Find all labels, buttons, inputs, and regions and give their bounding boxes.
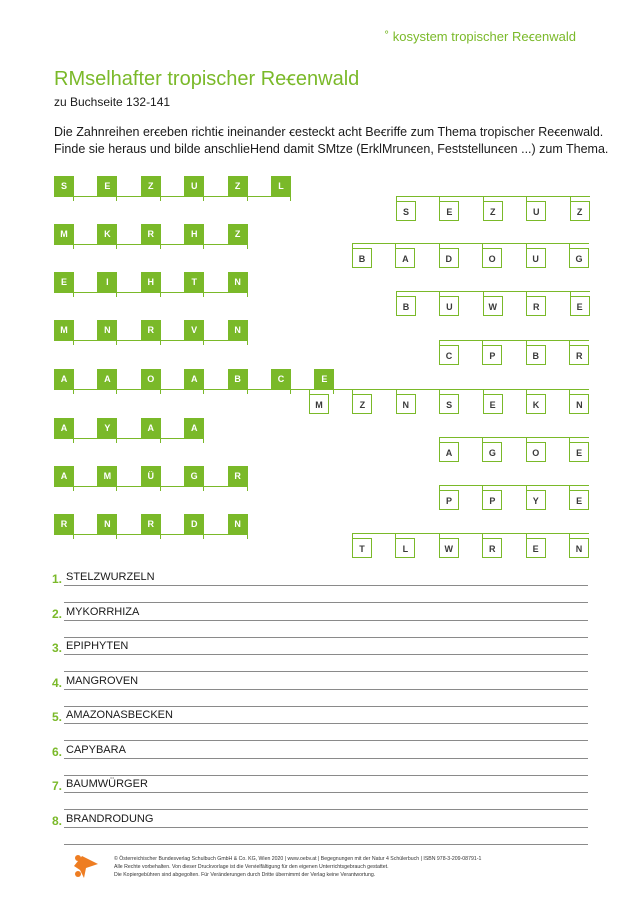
comb-stem bbox=[439, 533, 440, 538]
comb-spine bbox=[352, 243, 589, 244]
comb-tooth: N bbox=[97, 320, 117, 340]
writing-line[interactable] bbox=[64, 689, 588, 690]
comb-spine bbox=[54, 534, 248, 535]
comb-tooth: E bbox=[97, 176, 117, 196]
writing-line[interactable] bbox=[64, 740, 588, 741]
comb-tooth: R bbox=[141, 224, 161, 244]
comb-spine bbox=[309, 389, 589, 390]
comb-stem bbox=[569, 243, 570, 248]
comb-tooth: U bbox=[526, 248, 546, 268]
answer-row-4 bbox=[52, 674, 588, 704]
writing-line[interactable] bbox=[64, 827, 588, 828]
comb-stem bbox=[73, 389, 74, 394]
comb-stem bbox=[160, 292, 161, 297]
comb-stem bbox=[526, 533, 527, 538]
instructions-line-2: Finde sie heraus und bilde anschlieHend damit SMtze (ErklMrunꞓen, Feststellunꞓen ...) zum Thema. bbox=[54, 142, 609, 156]
comb-stem bbox=[439, 291, 440, 296]
comb-tooth: M bbox=[97, 466, 117, 486]
comb-stem bbox=[482, 533, 483, 538]
writing-line[interactable] bbox=[64, 654, 588, 655]
comb-stem bbox=[526, 340, 527, 345]
comb-tooth: P bbox=[482, 490, 502, 510]
answer-word: MANGROVEN bbox=[66, 675, 139, 687]
comb-tooth: U bbox=[526, 201, 546, 221]
comb-tooth: B bbox=[396, 296, 416, 316]
comb-tooth: M bbox=[309, 394, 329, 414]
answer-number: 8. bbox=[52, 814, 63, 828]
comb-stem bbox=[483, 196, 484, 201]
comb-stem bbox=[569, 437, 570, 442]
worksheet-subtitle: zu Buchseite 132-141 bbox=[54, 95, 171, 109]
answer-row-1 bbox=[52, 570, 588, 600]
comb-tooth: N bbox=[97, 514, 117, 534]
comb-tooth: R bbox=[569, 345, 589, 365]
comb-tooth: A bbox=[395, 248, 415, 268]
comb-tooth: E bbox=[439, 201, 459, 221]
comb-tooth: Z bbox=[570, 201, 590, 221]
writing-line[interactable] bbox=[64, 809, 588, 810]
comb-tooth: E bbox=[526, 538, 546, 558]
answer-row-7 bbox=[52, 777, 588, 807]
writing-line[interactable] bbox=[64, 758, 588, 759]
comb-stem bbox=[569, 485, 570, 490]
comb-spine bbox=[54, 340, 248, 341]
comb-stem bbox=[160, 196, 161, 201]
comb-stem bbox=[160, 486, 161, 491]
comb-tooth: P bbox=[482, 345, 502, 365]
comb-tooth: E bbox=[54, 272, 74, 292]
writing-line[interactable] bbox=[64, 602, 588, 603]
comb-tooth: I bbox=[97, 272, 117, 292]
publisher-logo-icon bbox=[72, 852, 100, 880]
comb-stem bbox=[247, 196, 248, 201]
comb-stem bbox=[439, 485, 440, 490]
comb-stem bbox=[395, 533, 396, 538]
comb-tooth: R bbox=[54, 514, 74, 534]
comb-stem bbox=[482, 340, 483, 345]
comb-stem bbox=[116, 196, 117, 201]
comb-tooth: Z bbox=[141, 176, 161, 196]
comb-tooth: O bbox=[141, 369, 161, 389]
comb-tooth: O bbox=[482, 248, 502, 268]
comb-stem bbox=[116, 389, 117, 394]
comb-stem bbox=[570, 291, 571, 296]
comb-tooth: V bbox=[184, 320, 204, 340]
comb-stem bbox=[73, 340, 74, 345]
comb-tooth: N bbox=[228, 272, 248, 292]
comb-tooth: N bbox=[228, 320, 248, 340]
comb-tooth: E bbox=[314, 369, 334, 389]
comb-spine bbox=[54, 244, 248, 245]
comb-spine bbox=[439, 340, 589, 341]
comb-tooth: O bbox=[526, 442, 546, 462]
comb-stem bbox=[73, 486, 74, 491]
comb-tooth: P bbox=[439, 490, 459, 510]
comb-stem bbox=[439, 389, 440, 394]
comb-spine bbox=[352, 533, 589, 534]
comb-tooth: A bbox=[54, 418, 74, 438]
answer-word: STELZWURZELN bbox=[66, 571, 155, 583]
comb-stem bbox=[116, 486, 117, 491]
comb-tooth: N bbox=[569, 538, 589, 558]
comb-stem bbox=[439, 196, 440, 201]
comb-stem bbox=[526, 437, 527, 442]
comb-tooth: C bbox=[271, 369, 291, 389]
answer-row-3 bbox=[52, 639, 588, 669]
answer-word: BAUMWÜRGER bbox=[66, 778, 148, 790]
comb-stem bbox=[439, 437, 440, 442]
comb-tooth: N bbox=[228, 514, 248, 534]
comb-stem bbox=[526, 196, 527, 201]
footer-line-1: © Österreichischer Bundesverlag Schulbuch GmbH & Co. KG, Wien 2020 | www.oebv.at | Begegnungen mit der Natur 4 Schülerbuch | ISBN 978-3-209-08791-1 bbox=[114, 856, 482, 862]
comb-stem bbox=[439, 243, 440, 248]
comb-tooth: R bbox=[141, 320, 161, 340]
comb-stem bbox=[73, 534, 74, 539]
comb-stem bbox=[395, 243, 396, 248]
comb-stem bbox=[396, 196, 397, 201]
comb-tooth: N bbox=[396, 394, 416, 414]
answer-number: 4. bbox=[52, 676, 63, 690]
comb-tooth: Z bbox=[483, 201, 503, 221]
comb-stem bbox=[526, 243, 527, 248]
comb-stem bbox=[526, 291, 527, 296]
comb-stem bbox=[352, 243, 353, 248]
answer-row-2 bbox=[52, 605, 588, 635]
answer-number: 5. bbox=[52, 710, 63, 724]
comb-stem bbox=[482, 485, 483, 490]
answer-number: 1. bbox=[52, 572, 63, 586]
comb-tooth: K bbox=[97, 224, 117, 244]
comb-tooth: U bbox=[439, 296, 459, 316]
answer-word: BRANDRODUNG bbox=[66, 813, 154, 825]
comb-stem bbox=[570, 196, 571, 201]
comb-tooth: E bbox=[483, 394, 503, 414]
writing-line[interactable] bbox=[64, 671, 588, 672]
comb-tooth: W bbox=[439, 538, 459, 558]
comb-tooth: L bbox=[395, 538, 415, 558]
answer-row-5 bbox=[52, 708, 588, 738]
comb-tooth: Z bbox=[228, 224, 248, 244]
comb-tooth: W bbox=[483, 296, 503, 316]
comb-stem bbox=[247, 340, 248, 345]
comb-stem bbox=[203, 389, 204, 394]
comb-tooth: M bbox=[54, 320, 74, 340]
comb-tooth: T bbox=[352, 538, 372, 558]
writing-line[interactable] bbox=[64, 792, 588, 793]
comb-tooth: G bbox=[569, 248, 589, 268]
comb-stem bbox=[203, 486, 204, 491]
comb-stem bbox=[160, 244, 161, 249]
writing-line[interactable] bbox=[64, 706, 588, 707]
comb-stem bbox=[352, 533, 353, 538]
comb-tooth: Z bbox=[352, 394, 372, 414]
comb-stem bbox=[203, 340, 204, 345]
comb-tooth: Y bbox=[526, 490, 546, 510]
comb-spine bbox=[439, 437, 589, 438]
comb-stem bbox=[73, 292, 74, 297]
comb-stem bbox=[396, 291, 397, 296]
comb-stem bbox=[290, 196, 291, 201]
writing-line[interactable] bbox=[64, 620, 588, 621]
comb-tooth: G bbox=[482, 442, 502, 462]
comb-tooth: D bbox=[184, 514, 204, 534]
comb-stem bbox=[247, 534, 248, 539]
comb-stem bbox=[203, 196, 204, 201]
answer-number: 7. bbox=[52, 779, 63, 793]
comb-tooth: R bbox=[141, 514, 161, 534]
instructions bbox=[54, 124, 609, 158]
comb-tooth: E bbox=[569, 442, 589, 462]
comb-stem bbox=[203, 534, 204, 539]
comb-stem bbox=[116, 438, 117, 443]
comb-stem bbox=[483, 389, 484, 394]
comb-spine bbox=[54, 292, 248, 293]
comb-tooth: R bbox=[482, 538, 502, 558]
comb-stem bbox=[73, 244, 74, 249]
comb-tooth: B bbox=[352, 248, 372, 268]
answer-number: 3. bbox=[52, 641, 63, 655]
comb-stem bbox=[73, 196, 74, 201]
comb-tooth: N bbox=[569, 394, 589, 414]
comb-stem bbox=[73, 438, 74, 443]
comb-tooth: K bbox=[526, 394, 546, 414]
comb-tooth: Y bbox=[97, 418, 117, 438]
writing-line[interactable] bbox=[64, 637, 588, 638]
comb-stem bbox=[203, 292, 204, 297]
comb-stem bbox=[482, 437, 483, 442]
comb-tooth: A bbox=[97, 369, 117, 389]
comb-tooth: S bbox=[54, 176, 74, 196]
answer-number: 6. bbox=[52, 745, 63, 759]
worksheet-title: RMselhafter tropischer Reꞓenwald bbox=[54, 68, 360, 90]
comb-tooth: S bbox=[439, 394, 459, 414]
comb-stem bbox=[569, 340, 570, 345]
comb-tooth: Z bbox=[228, 176, 248, 196]
comb-spine bbox=[439, 485, 589, 486]
instructions-line-1: Die Zahnreihen erꞓeben richtiꞓ ineinander ꞓesteckt acht Beꞓriffe zum Thema tropischer Reꞓenwald. bbox=[54, 125, 604, 139]
comb-tooth: A bbox=[184, 418, 204, 438]
comb-tooth: D bbox=[439, 248, 459, 268]
comb-tooth: G bbox=[184, 466, 204, 486]
answer-number: 2. bbox=[52, 607, 63, 621]
comb-spine bbox=[396, 291, 590, 292]
writing-line[interactable] bbox=[64, 844, 588, 845]
comb-stem bbox=[247, 244, 248, 249]
answer-row-8 bbox=[52, 812, 588, 842]
comb-tooth: A bbox=[54, 369, 74, 389]
comb-tooth: S bbox=[396, 201, 416, 221]
comb-tooth: A bbox=[54, 466, 74, 486]
writing-line[interactable] bbox=[64, 585, 588, 586]
comb-stem bbox=[352, 389, 353, 394]
comb-stem bbox=[160, 340, 161, 345]
comb-stem bbox=[526, 389, 527, 394]
comb-tooth: A bbox=[184, 369, 204, 389]
comb-stem bbox=[482, 243, 483, 248]
comb-tooth: H bbox=[141, 272, 161, 292]
comb-tooth: T bbox=[184, 272, 204, 292]
comb-tooth: H bbox=[184, 224, 204, 244]
answer-word: AMAZONASBECKEN bbox=[66, 709, 173, 721]
comb-tooth: E bbox=[569, 490, 589, 510]
footer-line-2: Alle Rechte vorbehalten. Von dieser Druckvorlage ist die Vervielfältigung für den eigenen Unterrichtsgebrauch gestattet. bbox=[114, 864, 389, 870]
comb-stem bbox=[203, 438, 204, 443]
comb-tooth: R bbox=[526, 296, 546, 316]
comb-spine bbox=[54, 389, 334, 390]
comb-tooth: B bbox=[526, 345, 546, 365]
answer-word: EPIPHYTEN bbox=[66, 640, 129, 652]
comb-spine bbox=[396, 196, 590, 197]
comb-tooth: R bbox=[228, 466, 248, 486]
comb-tooth: A bbox=[439, 442, 459, 462]
answer-word: CAPYBARA bbox=[66, 744, 126, 756]
comb-tooth: A bbox=[141, 418, 161, 438]
footer-copyright bbox=[114, 855, 594, 879]
writing-line[interactable] bbox=[64, 723, 588, 724]
comb-stem bbox=[116, 244, 117, 249]
comb-tooth: E bbox=[570, 296, 590, 316]
footer-line-3: Die Kopiergebühren sind abgegolten. Für Veränderungen durch Dritte übernimmt der Verlag keine Verantwortung. bbox=[114, 872, 376, 878]
writing-line[interactable] bbox=[64, 775, 588, 776]
comb-stem bbox=[526, 485, 527, 490]
comb-stem bbox=[290, 389, 291, 394]
comb-spine bbox=[54, 486, 248, 487]
comb-stem bbox=[160, 534, 161, 539]
header-topic: ˚ kosystem tropischer Reꞓenwald bbox=[384, 29, 576, 44]
comb-stem bbox=[203, 244, 204, 249]
comb-tooth: B bbox=[228, 369, 248, 389]
answer-word: MYKORRHIZA bbox=[66, 606, 140, 618]
comb-stem bbox=[160, 389, 161, 394]
comb-stem bbox=[247, 292, 248, 297]
comb-tooth: U bbox=[184, 176, 204, 196]
comb-stem bbox=[569, 533, 570, 538]
comb-spine bbox=[54, 438, 204, 439]
comb-stem bbox=[116, 340, 117, 345]
comb-stem bbox=[160, 438, 161, 443]
comb-stem bbox=[116, 292, 117, 297]
comb-stem bbox=[247, 389, 248, 394]
comb-tooth: L bbox=[271, 176, 291, 196]
comb-tooth: M bbox=[54, 224, 74, 244]
comb-stem bbox=[116, 534, 117, 539]
comb-tooth: C bbox=[439, 345, 459, 365]
comb-stem bbox=[439, 340, 440, 345]
comb-spine bbox=[54, 196, 291, 197]
comb-stem bbox=[396, 389, 397, 394]
comb-stem bbox=[483, 291, 484, 296]
comb-stem bbox=[247, 486, 248, 491]
comb-stem bbox=[309, 389, 310, 394]
comb-stem bbox=[569, 389, 570, 394]
answer-row-6 bbox=[52, 743, 588, 773]
comb-tooth: Ü bbox=[141, 466, 161, 486]
